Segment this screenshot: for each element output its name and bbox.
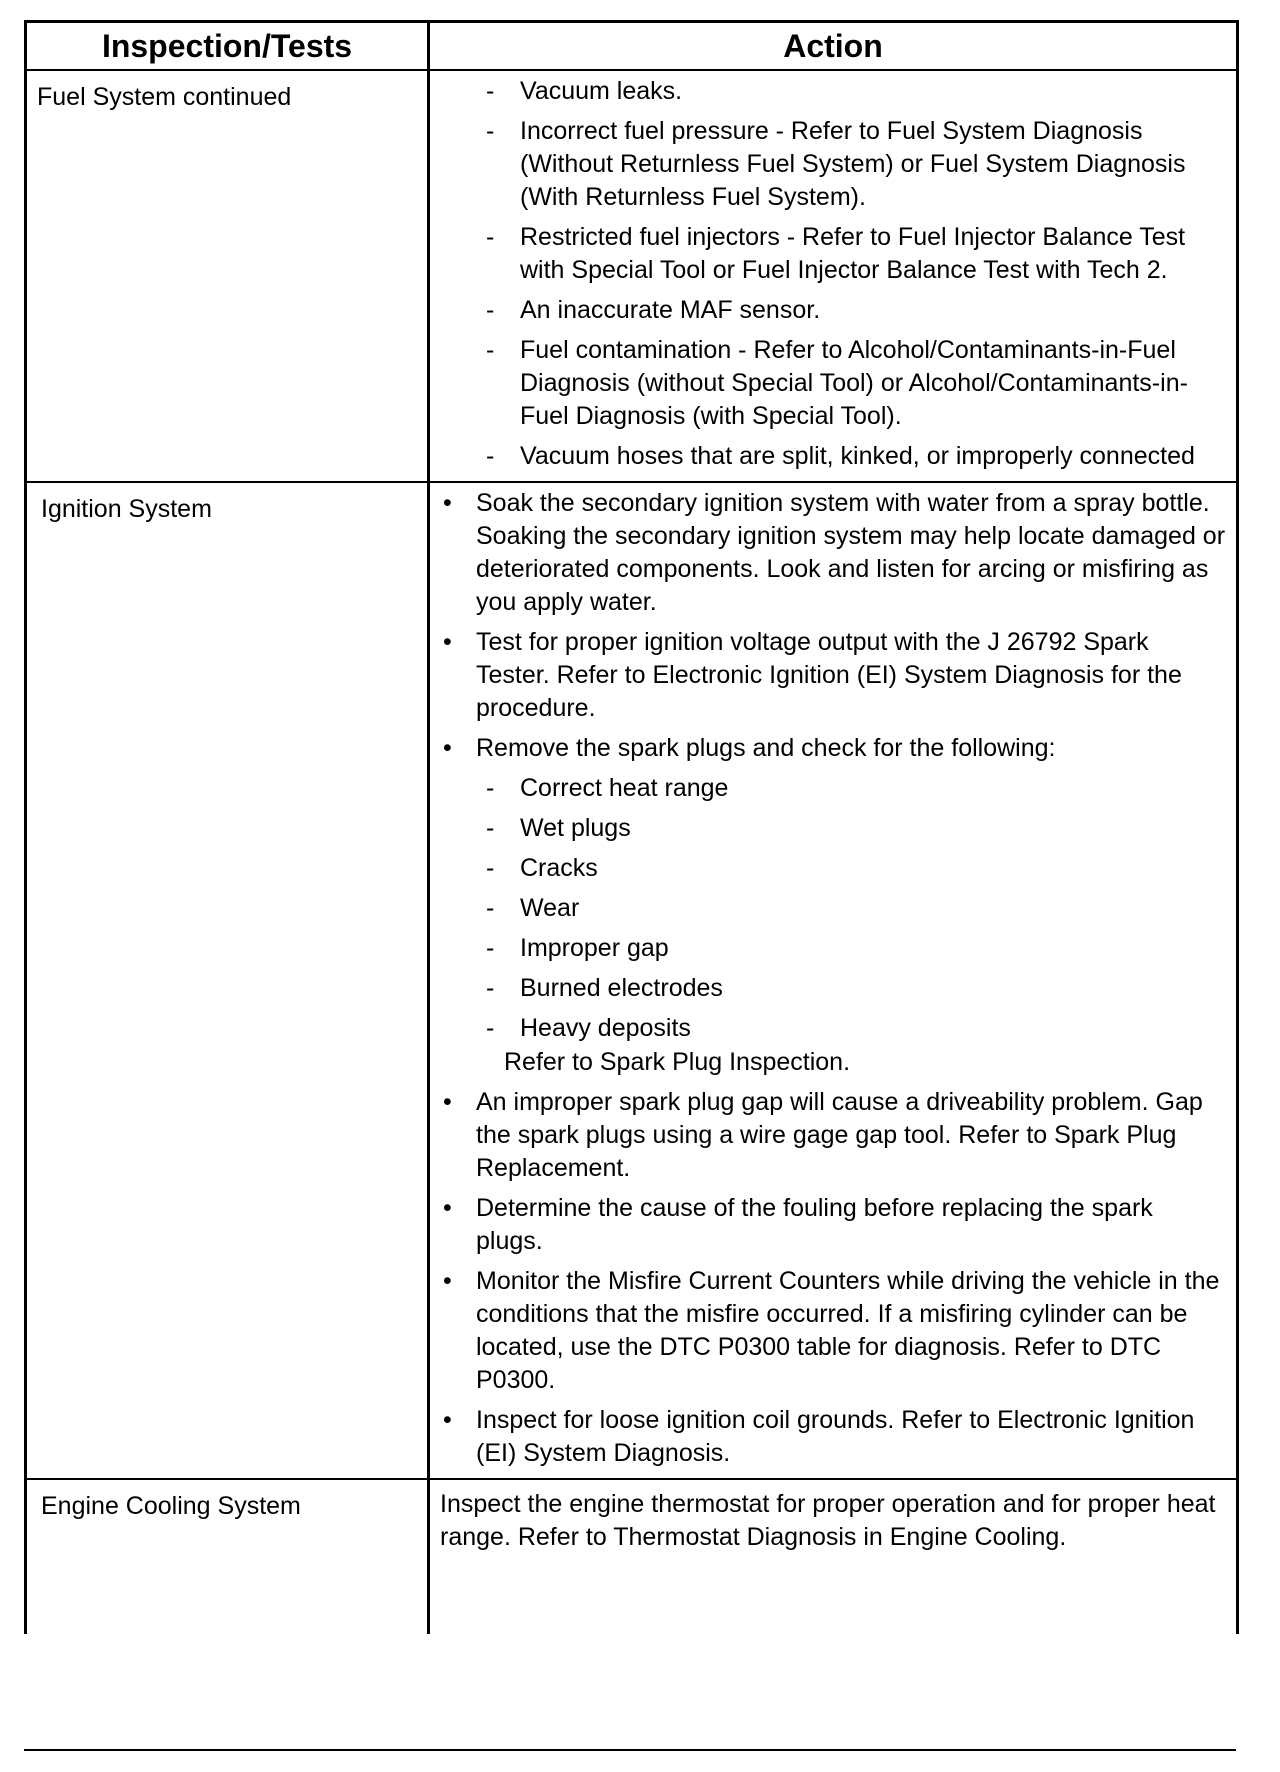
row-label-ignition-system: Ignition System — [26, 482, 429, 1479]
item-text: Heavy deposits — [520, 1014, 691, 1042]
bullet-marker: • — [443, 734, 452, 762]
dash-marker: - — [486, 117, 495, 145]
header-action: Action — [429, 22, 1238, 71]
item-text: Improper gap — [520, 934, 669, 962]
list-item — [440, 440, 1226, 473]
dash-marker: - — [486, 442, 495, 470]
dash-marker: - — [486, 854, 495, 882]
list-item — [440, 294, 1226, 327]
dash-marker: - — [486, 336, 495, 364]
action-cell-engine-cooling-system — [429, 1479, 1238, 1634]
list-item — [440, 221, 1226, 287]
sub-list-item — [440, 1012, 1226, 1045]
item-text: Incorrect fuel pressure - Refer to Fuel System Diagnosis (Without Returnless Fuel System) or Fuel System Diagnosis (With Returnless Fuel System). — [520, 117, 1186, 211]
reference-note — [440, 1046, 1226, 1079]
item-text: Monitor the Misfire Current Counters while driving the vehicle in the conditions that the misfire occurred. If a misfiring cylinder can be located, use the DTC P0300 table for diagnosis. Refer to DTC P0300. — [476, 1267, 1220, 1394]
paragraph — [440, 1488, 1226, 1554]
dash-marker: - — [486, 974, 495, 1002]
sub-list-item — [440, 852, 1226, 885]
dash-marker: - — [486, 223, 495, 251]
item-text: Burned electrodes — [520, 974, 723, 1002]
item-text: Remove the spark plugs and check for the following: — [476, 734, 1056, 762]
list-item — [440, 334, 1226, 433]
list-item — [440, 115, 1226, 214]
bullet-marker: • — [443, 489, 452, 517]
action-cell-ignition-system — [429, 482, 1238, 1479]
bullet-marker: • — [443, 628, 452, 656]
header-inspection-tests: Inspection/Tests — [26, 22, 429, 71]
bullet-marker: • — [443, 1194, 452, 1222]
dash-marker: - — [486, 934, 495, 962]
dash-marker: - — [486, 894, 495, 922]
list-item — [440, 1192, 1226, 1258]
sub-list-item — [440, 932, 1226, 965]
list-item — [440, 732, 1226, 765]
list-item — [440, 1265, 1226, 1397]
dash-marker: - — [486, 774, 495, 802]
bullet-marker: • — [443, 1088, 452, 1116]
bullet-marker: • — [443, 1406, 452, 1434]
bullet-marker: • — [443, 1267, 452, 1295]
item-text: Wear — [520, 894, 580, 922]
item-text: Fuel contamination - Refer to Alcohol/Contaminants-in-Fuel Diagnosis (without Special Tool) or Alcohol/Contaminants-in-Fuel Diagnosis (with Special Tool). — [520, 336, 1188, 430]
item-text: Inspect for loose ignition coil grounds. Refer to Electronic Ignition (EI) System Diagnosis. — [476, 1406, 1195, 1467]
item-text: Soak the secondary ignition system with water from a spray bottle. Soaking the secondary ignition system may help locate damaged or deteriorated components. Look and listen for arcing or misfiring as you apply water. — [476, 489, 1226, 616]
sub-list-item — [440, 972, 1226, 1005]
sub-list-item — [440, 892, 1226, 925]
dash-marker: - — [486, 1014, 495, 1042]
item-text: Vacuum leaks. — [520, 77, 683, 105]
item-text: Refer to Spark Plug Inspection. — [504, 1048, 851, 1076]
dash-marker: - — [486, 77, 495, 105]
item-text: Vacuum hoses that are split, kinked, or improperly connected — [520, 442, 1195, 470]
table-row — [26, 482, 1238, 1479]
header-row — [26, 22, 1238, 71]
list-item — [440, 626, 1226, 725]
sub-list-item — [440, 812, 1226, 845]
row-label-engine-cooling-system: Engine Cooling System — [26, 1479, 429, 1634]
diagnosis-table — [24, 20, 1239, 1634]
list-item — [440, 1404, 1226, 1470]
sub-list-item — [440, 772, 1226, 805]
table-row — [26, 1479, 1238, 1634]
item-text: Wet plugs — [520, 814, 631, 842]
list-item — [440, 75, 1226, 108]
item-text: Cracks — [520, 854, 598, 882]
action-cell-fuel-system — [429, 70, 1238, 482]
item-text: Determine the cause of the fouling before replacing the spark plugs. — [476, 1194, 1153, 1255]
list-item — [440, 1086, 1226, 1185]
table-bottom-rule — [24, 1749, 1236, 1751]
item-text: Test for proper ignition voltage output with the J 26792 Spark Tester. Refer to Electronic Ignition (EI) System Diagnosis for the procedure. — [476, 628, 1182, 722]
item-text: Inspect the engine thermostat for proper operation and for proper heat range. Refer to Thermostat Diagnosis in Engine Cooling. — [440, 1490, 1216, 1551]
row-label-fuel-system: Fuel System continued — [26, 70, 429, 482]
list-item — [440, 487, 1226, 619]
dash-marker: - — [486, 296, 495, 324]
table-row — [26, 70, 1238, 482]
item-text: An inaccurate MAF sensor. — [520, 296, 821, 324]
dash-marker: - — [486, 814, 495, 842]
item-text: Correct heat range — [520, 774, 729, 802]
item-text: Restricted fuel injectors - Refer to Fuel Injector Balance Test with Special Tool or Fuel Injector Balance Test with Tech 2. — [520, 223, 1186, 284]
item-text: An improper spark plug gap will cause a driveability problem. Gap the spark plugs using a wire gage gap tool. Refer to Spark Plug Replacement. — [476, 1088, 1203, 1182]
